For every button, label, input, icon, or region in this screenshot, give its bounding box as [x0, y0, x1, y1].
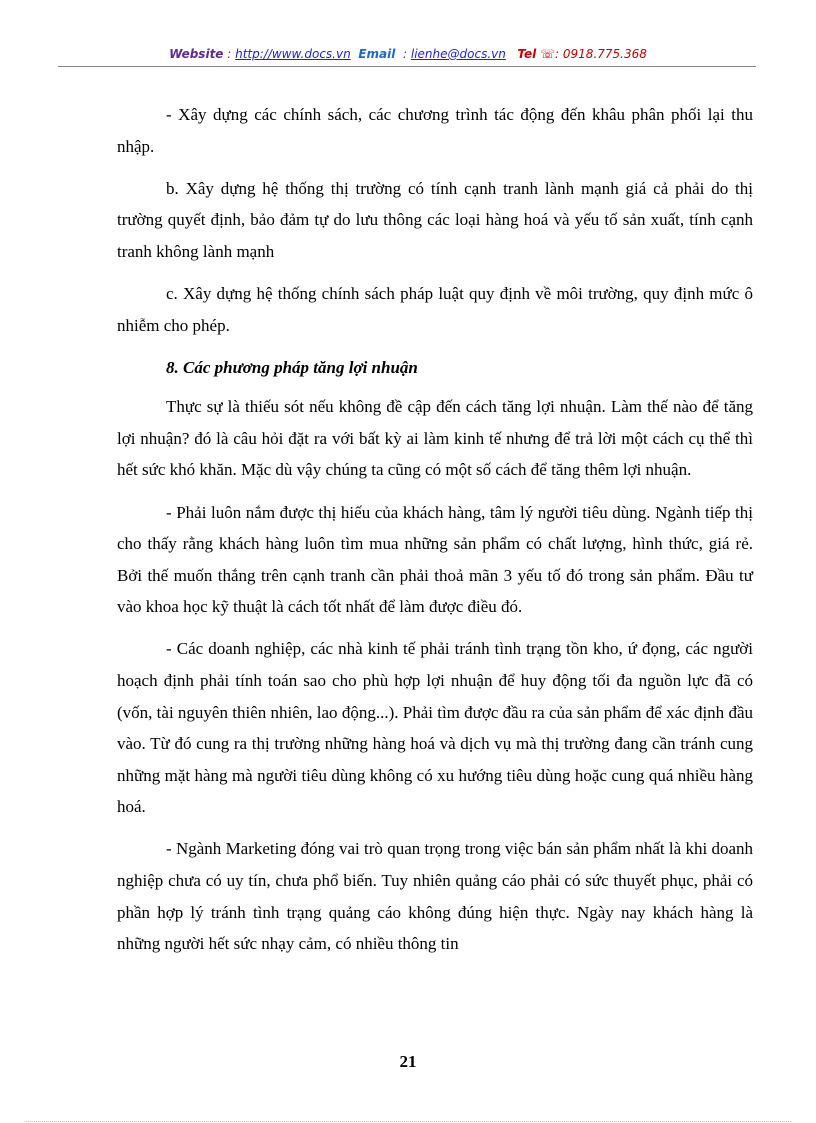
website-link[interactable]: http://www.docs.vn: [235, 47, 351, 61]
page-bottom-border: [25, 1121, 791, 1122]
section-heading: 8. Các phương pháp tăng lợi nhuận: [166, 357, 418, 377]
paragraph: Thực sự là thiếu sót nếu không đề cập đến cách tăng lợi nhuận. Làm thế nào để tăng lợi nhuận? đó là câu hỏi đặt ra với bất kỳ ai làm kinh tế nhưng để trả lời một cách cụ thể thì hết sức khó khăn. Mặc dù vậy chúng ta cũng có một số cách để tăng thêm lợi nhuận.: [117, 397, 753, 480]
paragraph: c. Xây dựng hệ thống chính sách pháp luật quy định về môi trường, quy định mức ô nhiễm cho phép.: [117, 283, 753, 335]
paragraph: - Các doanh nghiệp, các nhà kinh tế phải tránh tình trạng tồn kho, ứ đọng, các người hoạch định phải tính toán sao cho phù hợp lợi nhuận để huy động tối đa nguồn lực đã có (vốn, tài nguyên thiên nhiên, lao động...). Phải tìm được đầu ra của sản phẩm để xác định đầu vào. Từ đó cung ra thị trường những hàng hoá và dịch vụ mà thị trường đang cần tránh cung những mặt hàng mà người tiêu dùng không có xu hướng tiêu dùng hoặc cung quá nhiều hàng hoá.: [117, 639, 753, 817]
website-label: Website: [169, 47, 224, 61]
tel-number: 0918.775.368: [562, 47, 647, 61]
paragraph: - Phải luôn nắm được thị hiếu của khách hàng, tâm lý người tiêu dùng. Ngành tiếp thị cho thấy rằng khách hàng luôn tìm mua những sản phẩm có chất lượng, hình thức, giá rẻ. Bởi thế muốn thắng trên cạnh tranh cần phải thoả mãn 3 yếu tố đó trong sản phẩm. Đầu tư vào khoa học kỹ thuật là cách tốt nhất để làm được điều đó.: [117, 502, 753, 617]
paragraph: b. Xây dựng hệ thống thị trường có tính cạnh tranh lành mạnh giá cả phải do thị trường quyết định, bảo đảm tự do lưu thông các loại hàng hoá và yếu tố sản xuất, tính cạnh tranh không lành mạnh: [117, 178, 753, 261]
phone-icon: ☏: [540, 47, 556, 61]
page-number: 21: [399, 1052, 417, 1071]
paragraph: - Xây dựng các chính sách, các chương trình tác động đến khâu phân phối lại thu nhập.: [117, 105, 753, 156]
page-header: Website : http://www.docs.vn Email : lienhe@docs.vn Tel ☏: 0918.775.368: [169, 47, 647, 61]
tel-label: Tel: [517, 47, 537, 61]
header-divider: [58, 66, 756, 67]
email-label: Email: [358, 47, 396, 61]
paragraph: - Ngành Marketing đóng vai trò quan trọng trong việc bán sản phẩm nhất là khi doanh nghiệp chưa có uy tín, chưa phổ biến. Tuy nhiên quảng cáo phải có sức thuyết phục, phải có phần hợp lý tránh tình trạng quảng cáo không đúng hiện thực. Ngày nay khách hàng là những người hết sức nhạy cảm, có nhiều thông tin: [117, 839, 753, 954]
document-body: [117, 99, 753, 970]
email-link[interactable]: lienhe@docs.vn: [410, 47, 506, 61]
